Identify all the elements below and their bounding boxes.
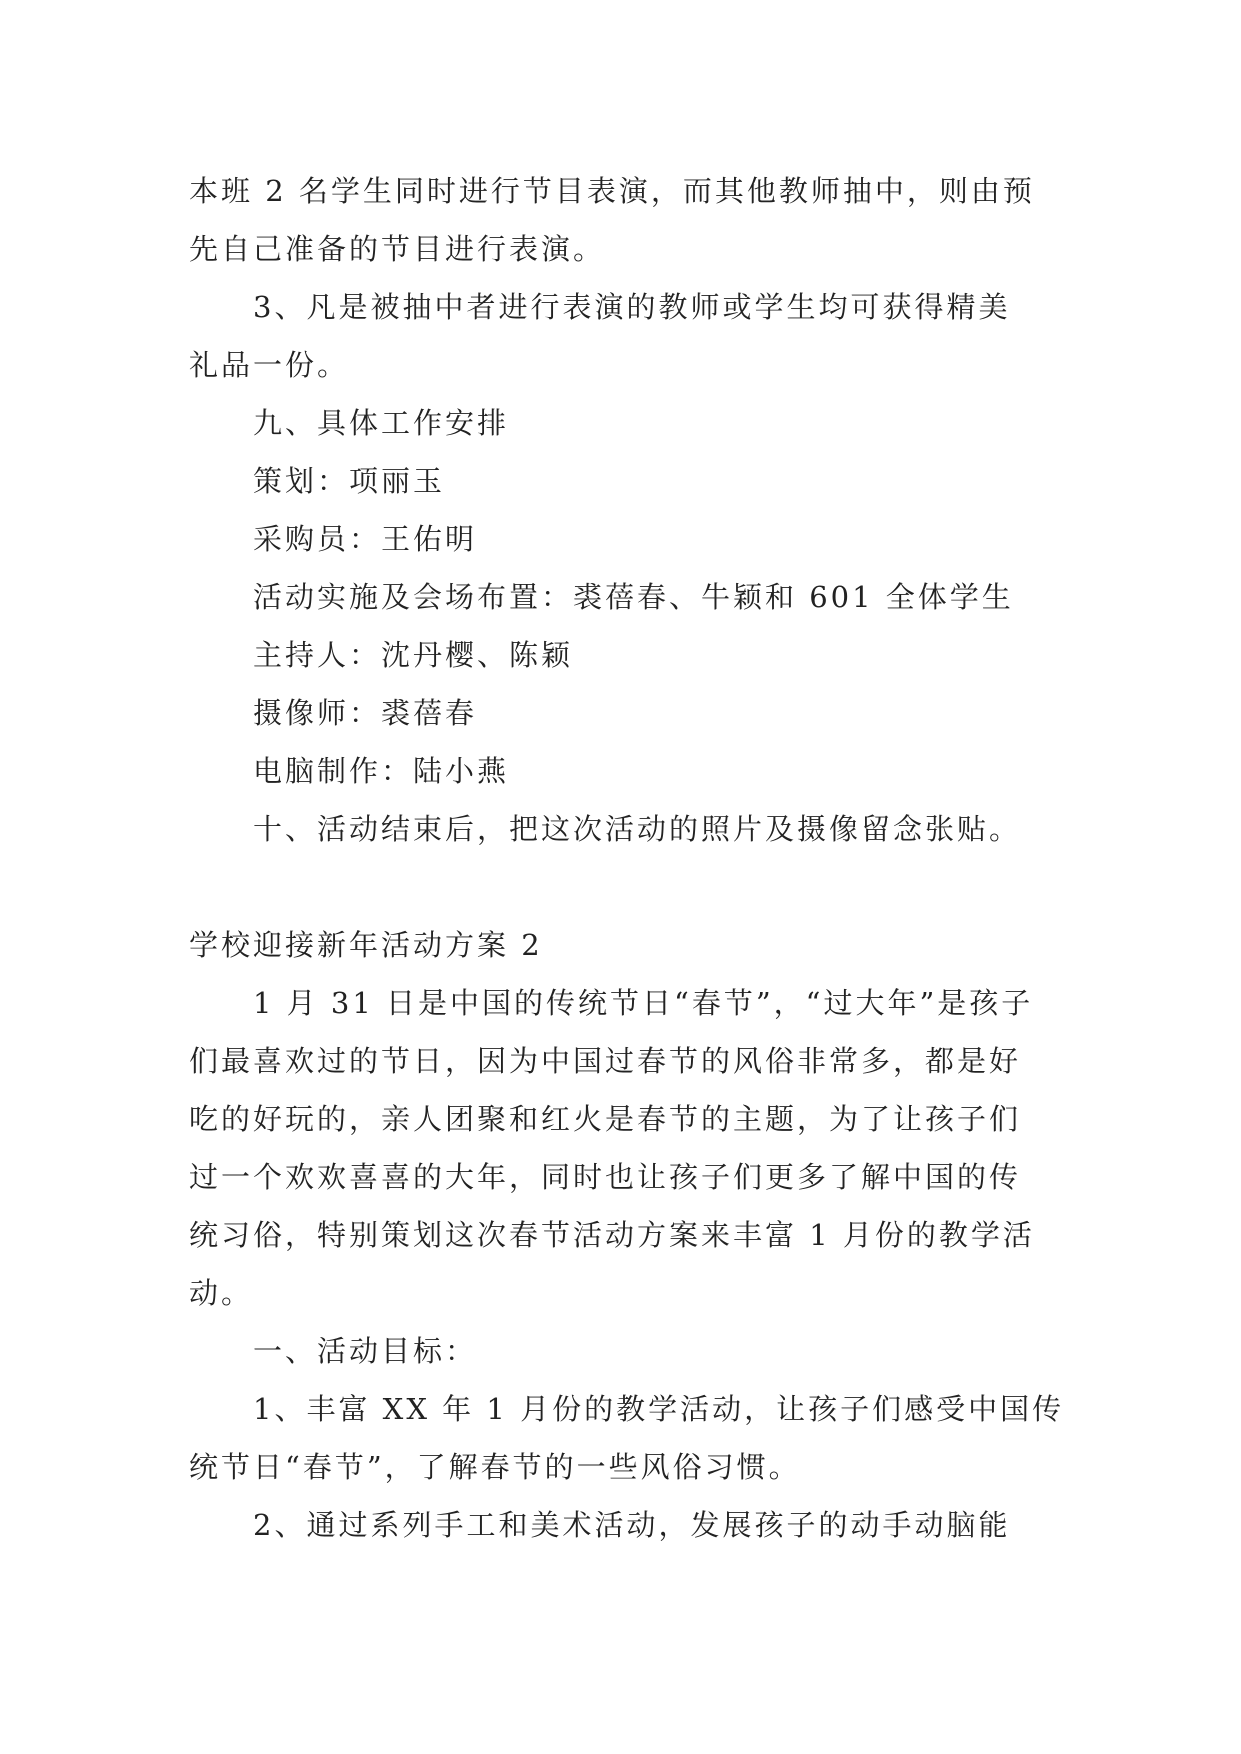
text-line: 3、凡是被抽中者进行表演的教师或学生均可获得精美 — [253, 290, 1011, 324]
section-heading: 一、活动目标： — [253, 1334, 478, 1368]
text-line: 统习俗，特别策划这次春节活动方案来丰富 1 月份的教学活 — [189, 1218, 1035, 1252]
text-line: 动。 — [189, 1276, 254, 1310]
text-line: 吃的好玩的，亲人团聚和红火是春节的主题，为了让孩子们 — [189, 1102, 1022, 1136]
text-line: 策划：项丽玉 — [253, 464, 446, 498]
text-line: 采购员：王佑明 — [253, 522, 478, 556]
text-line: 1 月 31 日是中国的传统节日“春节”，“过大年”是孩子 — [253, 986, 1034, 1020]
text-line: 本班 2 名学生同时进行节目表演，而其他教师抽中，则由预 — [189, 174, 1035, 208]
document-body — [189, 162, 1069, 1554]
text-line: 1、丰富 XX 年 1 月份的教学活动，让孩子们感受中国传 — [253, 1392, 1065, 1426]
text-line: 主持人：沈丹樱、陈颖 — [253, 638, 574, 672]
section-heading: 九、具体工作安排 — [253, 406, 510, 440]
text-line: 礼品一份。 — [189, 348, 350, 382]
text-line: 电脑制作：陆小燕 — [253, 754, 510, 788]
text-line: 统节日“春节”，了解春节的一些风俗习惯。 — [189, 1450, 801, 1484]
text-line: 摄像师：裘蓓春 — [253, 696, 478, 730]
text-line: 过一个欢欢喜喜的大年，同时也让孩子们更多了解中国的传 — [189, 1160, 1022, 1194]
section-heading: 十、活动结束后，把这次活动的照片及摄像留念张贴。 — [253, 812, 1022, 846]
text-line: 先自己准备的节目进行表演。 — [189, 232, 606, 266]
text-line: 2、通过系列手工和美术活动，发展孩子的动手动脑能 — [253, 1508, 1011, 1542]
document-title: 学校迎接新年活动方案 2 — [189, 928, 543, 962]
text-line: 们最喜欢过的节日，因为中国过春节的风俗非常多，都是好 — [189, 1044, 1022, 1078]
text-line: 活动实施及会场布置：裘蓓春、牛颖和 601 全体学生 — [253, 580, 1014, 614]
